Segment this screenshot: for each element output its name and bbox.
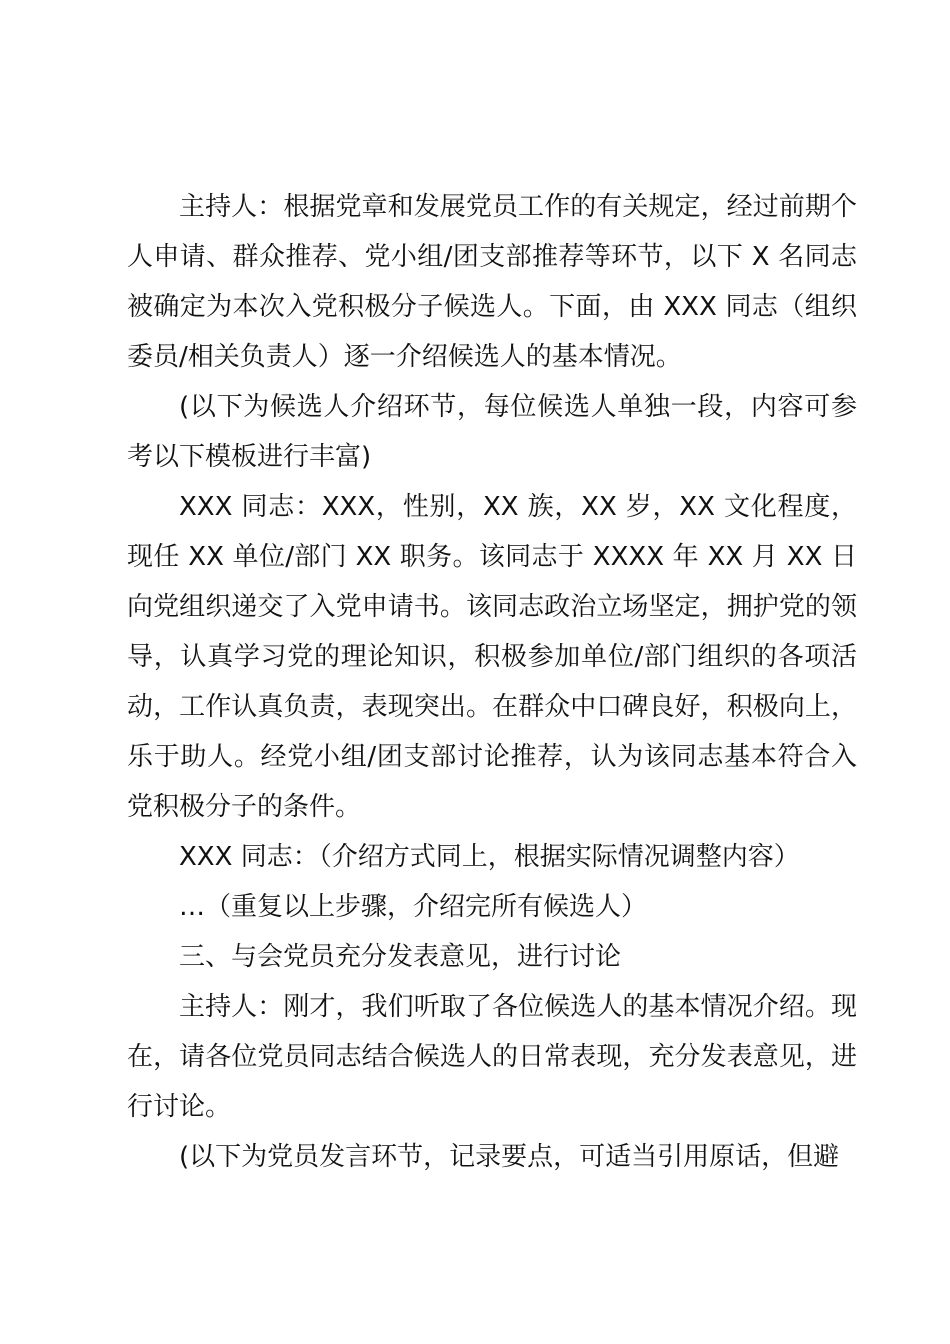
document-body <box>127 182 857 1182</box>
paragraph-repeat-note: …（重复以上步骤，介绍完所有候选人） <box>179 892 648 922</box>
paragraph-candidate-note: (以下为候选人介绍环节，每位候选人单独一段，内容可参考以下模板进行丰富) <box>127 392 857 472</box>
paragraph-host-discussion: 主持人：刚才，我们听取了各位候选人的基本情况介绍。现在，请各位党员同志结合候选人的日常表现，充分发表意见，进行讨论。 <box>127 992 857 1122</box>
section-heading-discussion: 三、与会党员充分发表意见，进行讨论 <box>179 942 622 972</box>
paragraph-host-intro: 主持人：根据党章和发展党员工作的有关规定，经过前期个人申请、群众推荐、党小组/团支部推荐等环节，以下 X 名同志被确定为本次入党积极分子候选人。下面，由 XXX 同志（组织委员/相关负责人）逐一介绍候选人的基本情况。 <box>127 192 857 372</box>
paragraph-candidate-template: XXX 同志：XXX，性别，XX 族，XX 岁，XX 文化程度，现任 XX 单位/部门 XX 职务。该同志于 XXXX 年 XX 月 XX 日向党组织递交了入党申请书。该同志政治立场坚定，拥护党的领导，认真学习党的理论知识，积极参加单位/部门组织的各项活动，工作认真负责，表现突出。在群众中口碑良好，积极向上，乐于助人。经党小组/团支部讨论推荐，认为该同志基本符合入党积极分子的条件。 <box>127 492 857 822</box>
paragraph-candidate-next: XXX 同志：（介绍方式同上，根据实际情况调整内容） <box>179 842 800 872</box>
paragraph-speech-note: (以下为党员发言环节，记录要点，可适当引用原话，但避 <box>179 1142 840 1172</box>
